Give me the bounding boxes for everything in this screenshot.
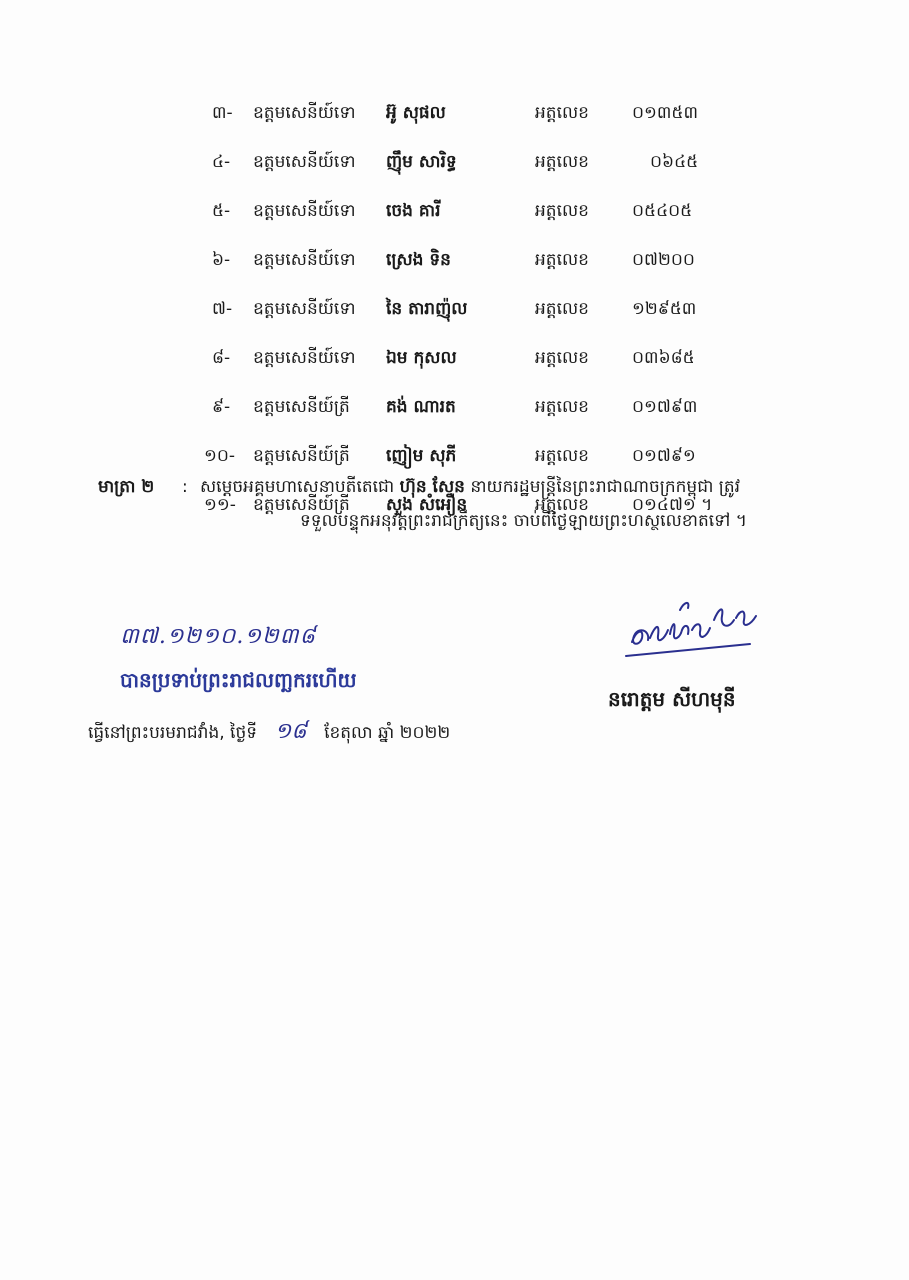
item-id-label: អត្តលេខ (535, 201, 589, 221)
item-rank: ឧត្តមសេនីយ៍ទោ (253, 250, 356, 270)
item-name: អ៊ូ សុផល (386, 103, 446, 123)
handwritten-reference: ៣៧.១២១០.១២៣៨ (120, 624, 317, 649)
item-id: ១២៩៥៣ (632, 299, 697, 319)
item-number: ៣- (212, 103, 233, 123)
item-rank: ឧត្តមសេនីយ៍ទោ (253, 152, 356, 172)
list-item (0, 96, 909, 145)
item-id-label: អត្តលេខ (535, 397, 589, 417)
article-name: ហ៊ុន សែន (399, 477, 465, 497)
article-colon: : (182, 477, 188, 497)
item-id-label: អត្តលេខ (535, 103, 589, 123)
item-number: ១១- (204, 495, 236, 515)
list-item (0, 292, 909, 341)
item-name: ស្រេង ទិន (386, 250, 451, 270)
item-number: ៥- (212, 201, 231, 221)
list-item (0, 341, 909, 390)
item-name: នៃ តារាញ៉ុល (386, 299, 468, 319)
item-id: ០១៣៥៣ (632, 103, 698, 123)
article-label: មាត្រា ២ (98, 477, 155, 497)
place-date-suffix: ខែតុលា ឆ្នាំ ២០២២ (324, 723, 451, 743)
item-name: ញៀម សុភី (386, 446, 457, 466)
item-rank: ឧត្តមសេនីយ៍ទោ (253, 299, 356, 319)
item-number: ៤- (212, 152, 231, 172)
item-name: ឯម កុសល (386, 348, 457, 368)
item-number: ៧- (212, 299, 233, 319)
item-rank: ឧត្តមសេនីយ៍ទោ (253, 103, 356, 123)
item-id-label: អត្តលេខ (535, 299, 589, 319)
article-text-after: នាយករដ្ឋមន្ត្រីនៃព្រះរាជាណាចក្រកម្ពុជា ត្រូវ (470, 477, 741, 497)
item-id: ០១៧៩៣ (632, 397, 698, 417)
item-number: ៦- (212, 250, 231, 270)
item-name: សួង សំអឿន (386, 495, 468, 515)
place-date-prefix: ធ្វើនៅព្រះបរមរាជវាំង, ថ្ងៃទី (88, 723, 258, 743)
item-number: ៨- (212, 348, 231, 368)
list-item (0, 194, 909, 243)
place-date-day: ១៨ (274, 719, 307, 744)
list-item (0, 390, 909, 439)
item-number: ៩- (212, 397, 231, 417)
list-item (0, 243, 909, 292)
place-date (88, 717, 450, 749)
item-rank: ឧត្តមសេនីយ៍ទោ (253, 348, 356, 368)
item-name: ចេង គារី (386, 201, 441, 221)
item-id: ០៣៦៨៥ (632, 348, 695, 368)
item-id: ០៥៤០៥ (632, 201, 693, 221)
item-rank: ឧត្តមសេនីយ៍ត្រី (253, 495, 350, 515)
item-id: ០១៧៩១ (632, 446, 696, 466)
item-id: ០៦៤៥ (650, 152, 699, 172)
item-name: ញ៉ឹម សារិទ្ធ (386, 152, 457, 172)
signer-name: នរោត្តម សីហមុនី (608, 687, 736, 711)
item-rank: ឧត្តមសេនីយ៍ត្រី (253, 446, 350, 466)
item-id: ០១៤៧១ ។ (632, 495, 713, 515)
item-rank: ឧត្តមសេនីយ៍ត្រី (253, 397, 350, 417)
item-id-label: អត្តលេខ (535, 495, 589, 515)
stamp-text: បានប្រទាប់ព្រះរាជលញ្ឆករហើយ (120, 668, 357, 692)
item-rank: ឧត្តមសេនីយ៍ទោ (253, 201, 356, 221)
item-name: គង់ ណារត (386, 397, 456, 417)
article-body (200, 470, 810, 538)
article-text-before: សម្តេចអគ្គមហាសេនាបតីតេជោ (200, 477, 395, 497)
signature-icon (610, 590, 770, 665)
item-id-label: អត្តលេខ (535, 152, 589, 172)
list-item (0, 145, 909, 194)
item-id: ០៧២០០ (632, 250, 695, 270)
item-id-label: អត្តលេខ (535, 348, 589, 368)
item-id-label: អត្តលេខ (535, 446, 589, 466)
item-number: ១០- (204, 446, 236, 466)
item-id-label: អត្តលេខ (535, 250, 589, 270)
article-line-2: ទទួលបន្ទុកអនុវត្តព្រះរាជក្រឹត្យនេះ ចាប់ពីថ្ងៃឡាយព្រះហស្ថលេខាតទៅ ។ (300, 511, 747, 531)
